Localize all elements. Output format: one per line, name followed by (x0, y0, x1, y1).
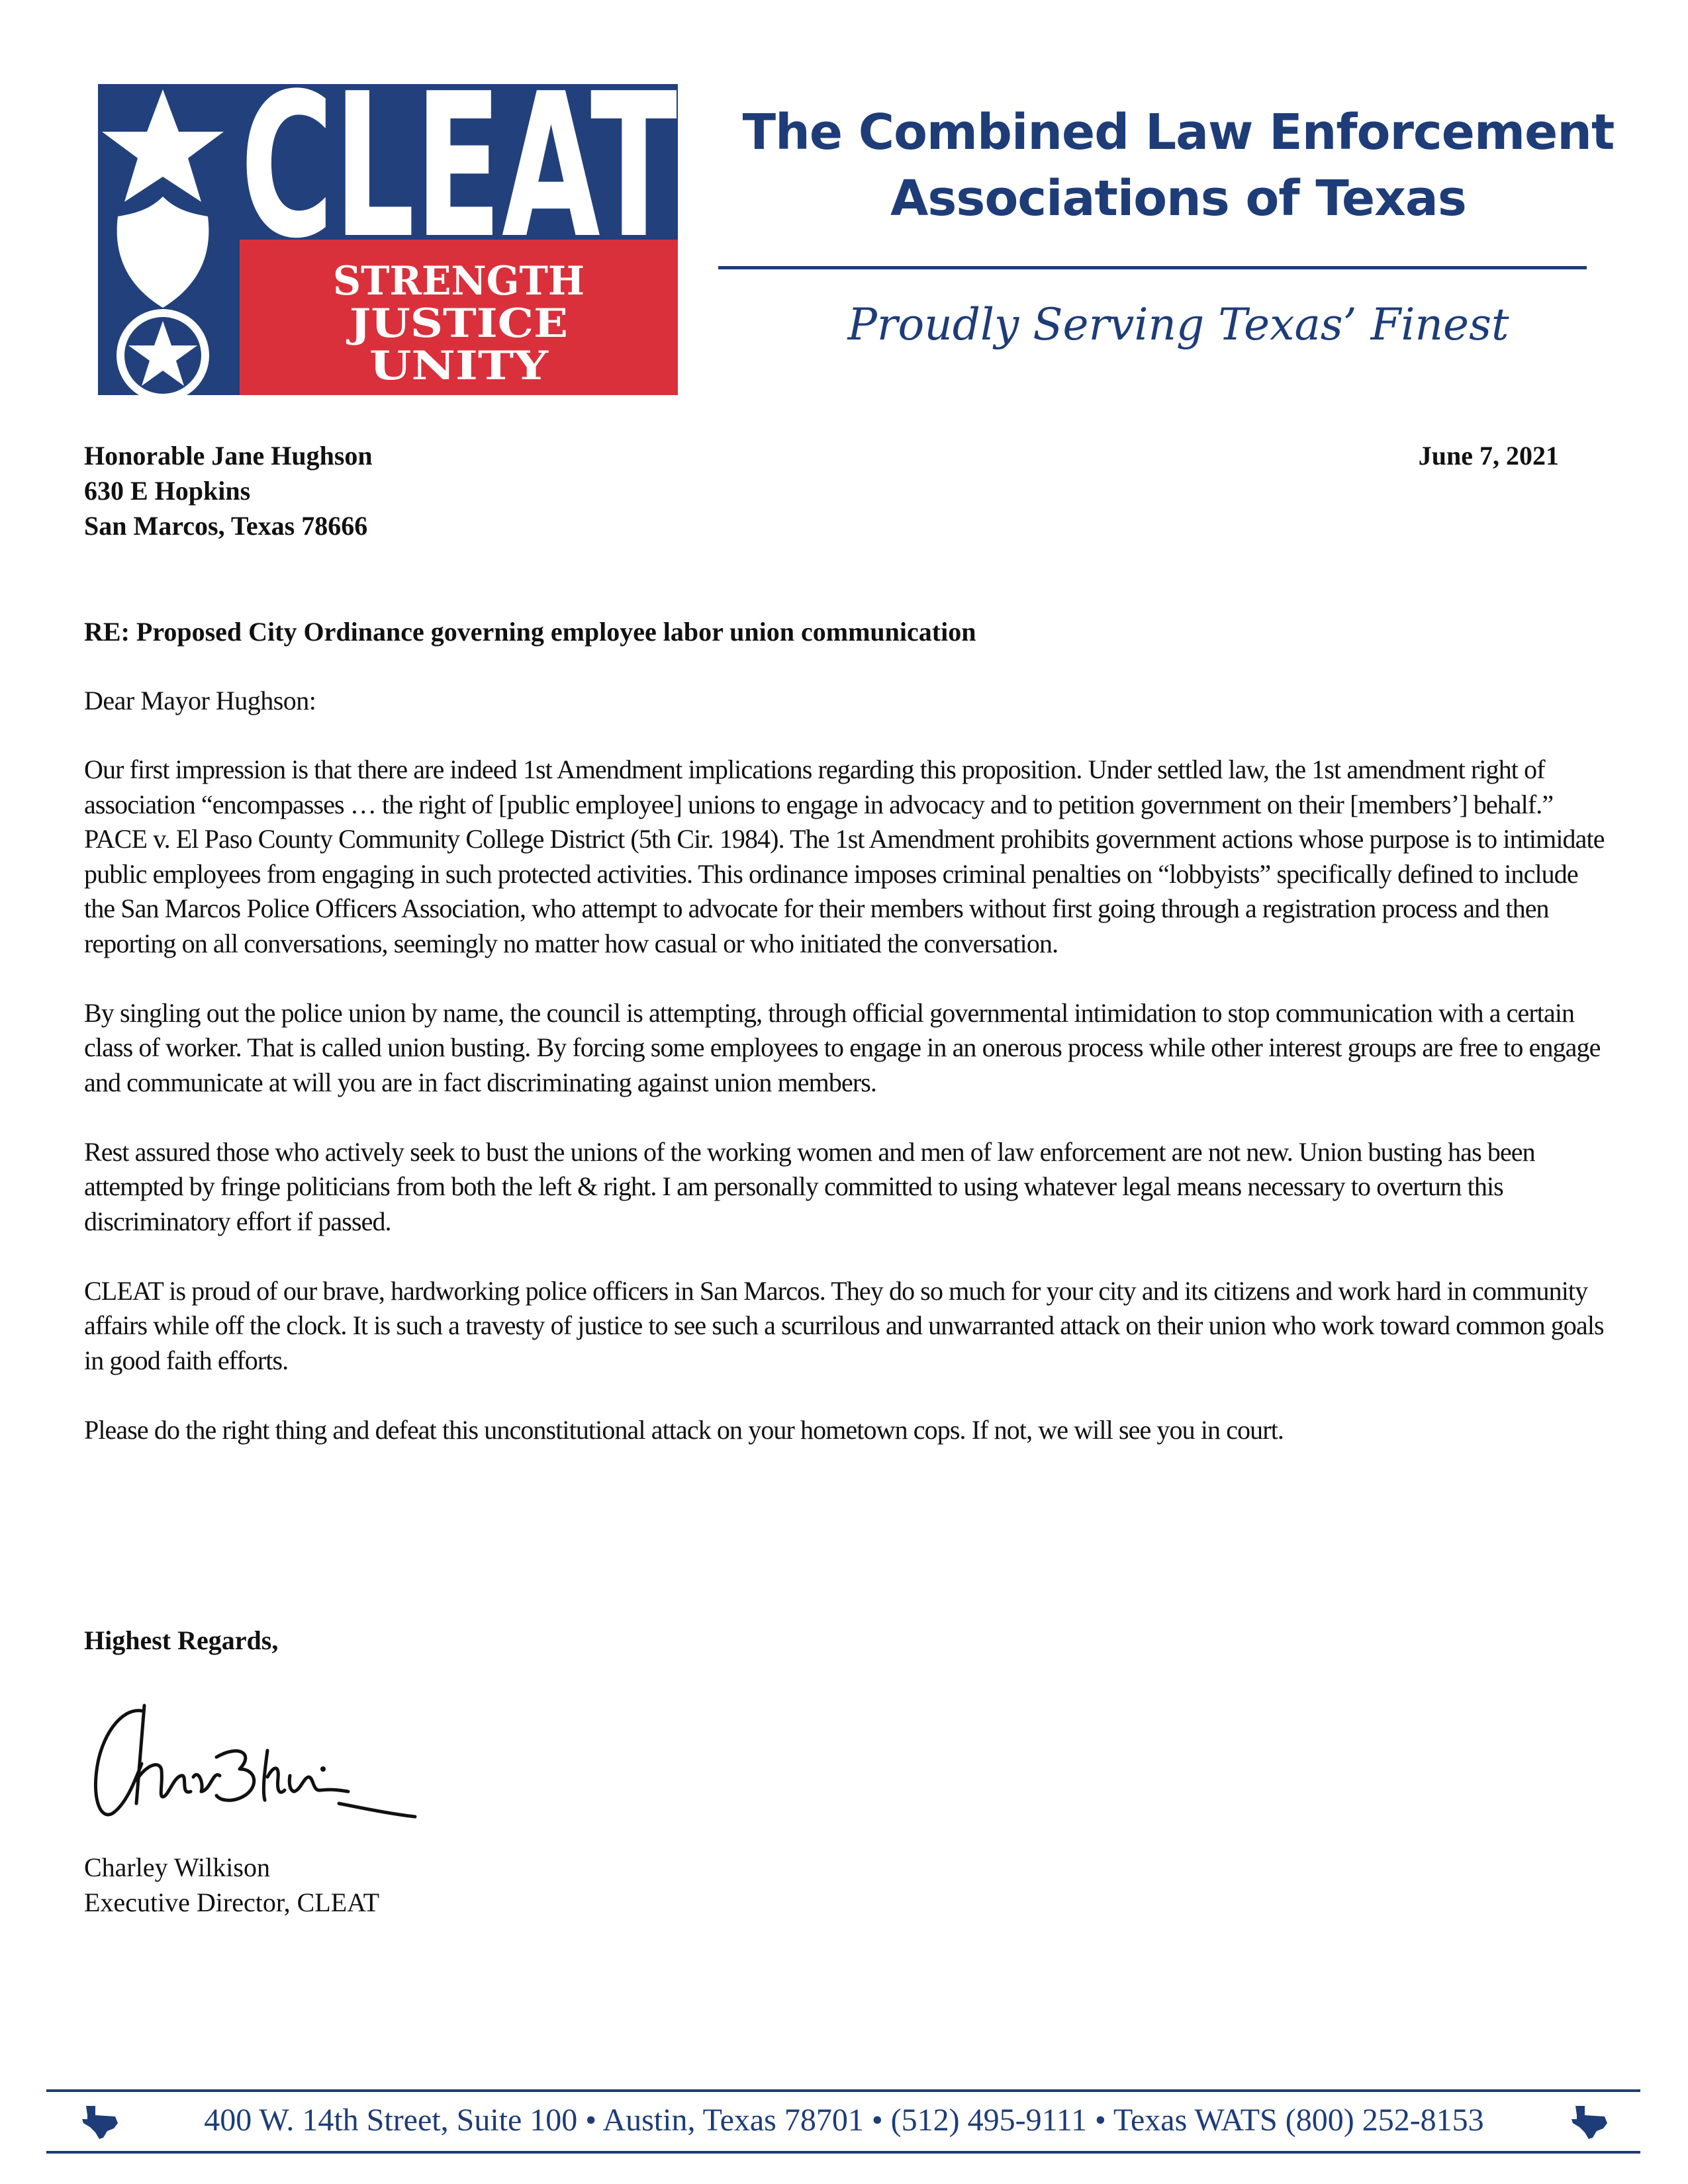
letter-body (84, 752, 1607, 1482)
organization-title (715, 99, 1642, 232)
signer-title: Executive Director, CLEAT (84, 1888, 380, 1917)
letter-date: June 7, 2021 (1418, 441, 1559, 471)
body-paragraph: CLEAT is proud of our brave, hardworking police officers in San Marcos. They do so much for your city and its citizens and work hard in community affairs while off the clock. It is such a travesty of justice to see such a scurrilous and unwarranted attack on their union who work toward common goals in good faith efforts. (84, 1275, 1604, 1375)
body-paragraph: Please do the right thing and defeat this unconstitutional attack on your hometown cops. If not, we will see you in court. (84, 1414, 1284, 1445)
footer-top-rule (46, 2089, 1640, 2092)
logo-motto-strength: STRENGTH (333, 258, 585, 304)
header-divider (718, 266, 1587, 269)
footer-address: 400 W. 14th Street, Suite 100 • Austin, Texas 78701 • (512) 495-9111 • Texas WATS (800) 252-8153 (204, 2103, 1484, 2138)
recipient-name: Honorable Jane Hughson (84, 441, 373, 471)
signer-block (84, 1850, 379, 1920)
tagline: Proudly Serving Texas’ Finest (847, 299, 1509, 350)
salutation: Dear Mayor Hughson: (84, 686, 316, 715)
footer-bottom-rule (46, 2151, 1640, 2154)
recipient-city: San Marcos, Texas 78666 (84, 511, 368, 541)
recipient-address (84, 438, 373, 543)
organization-title-line-2: Associations of Texas (890, 170, 1466, 227)
cleat-logo (98, 84, 678, 395)
body-paragraph: Our first impression is that there are indeed 1st Amendment implications regarding this proposition. Under settled law, the 1st amendment right of association “encompasses … the right of [public employee] unions to engage in advocacy and to petition government on their [members’] behalf.” PACE v. El Paso County Community College District (5th Cir. 1984). The 1st Amendment prohibits government actions whose purpose is to intimidate public employees from engaging in such protected activities. This ordinance imposes criminal penalties on “lobbyists” specifically defined to include the San Marcos Police Officers Association, who attempt to advocate for their members without first going through a registration process and then reporting on all conversations, seemingly no matter how casual or who initiated the conversation. (84, 754, 1605, 958)
closing: Highest Regards, (84, 1625, 279, 1655)
body-paragraph: Rest assured those who actively seek to bust the unions of the working women and men of law enforcement are not new. Union busting has been attempted by fringe politicians from both the left & right. I am personally committed to using whatever legal means necessary to overturn this discriminatory effort if passed. (84, 1136, 1535, 1236)
texas-map-icon (1570, 2103, 1610, 2140)
signer-name: Charley Wilkison (84, 1852, 270, 1882)
logo-wordmark: CLEAT (240, 84, 678, 282)
organization-title-line-1: The Combined Law Enforcement (742, 104, 1615, 161)
logo-motto-unity: UNITY (369, 343, 549, 389)
logo-motto-justice: JUSTICE (346, 300, 568, 347)
subject-line: RE: Proposed City Ordinance governing employee labor union communication (84, 617, 976, 647)
signature (81, 1691, 425, 1827)
recipient-street: 630 E Hopkins (84, 476, 251, 506)
body-paragraph: By singling out the police union by name, the council is attempting, through official governmental intimidation to stop communication with a certain class of worker. That is called union busting. By forcing some employees to engage in an onerous process while other interest groups are free to engage and communicate at will you are in fact discriminating against union members. (84, 997, 1601, 1097)
